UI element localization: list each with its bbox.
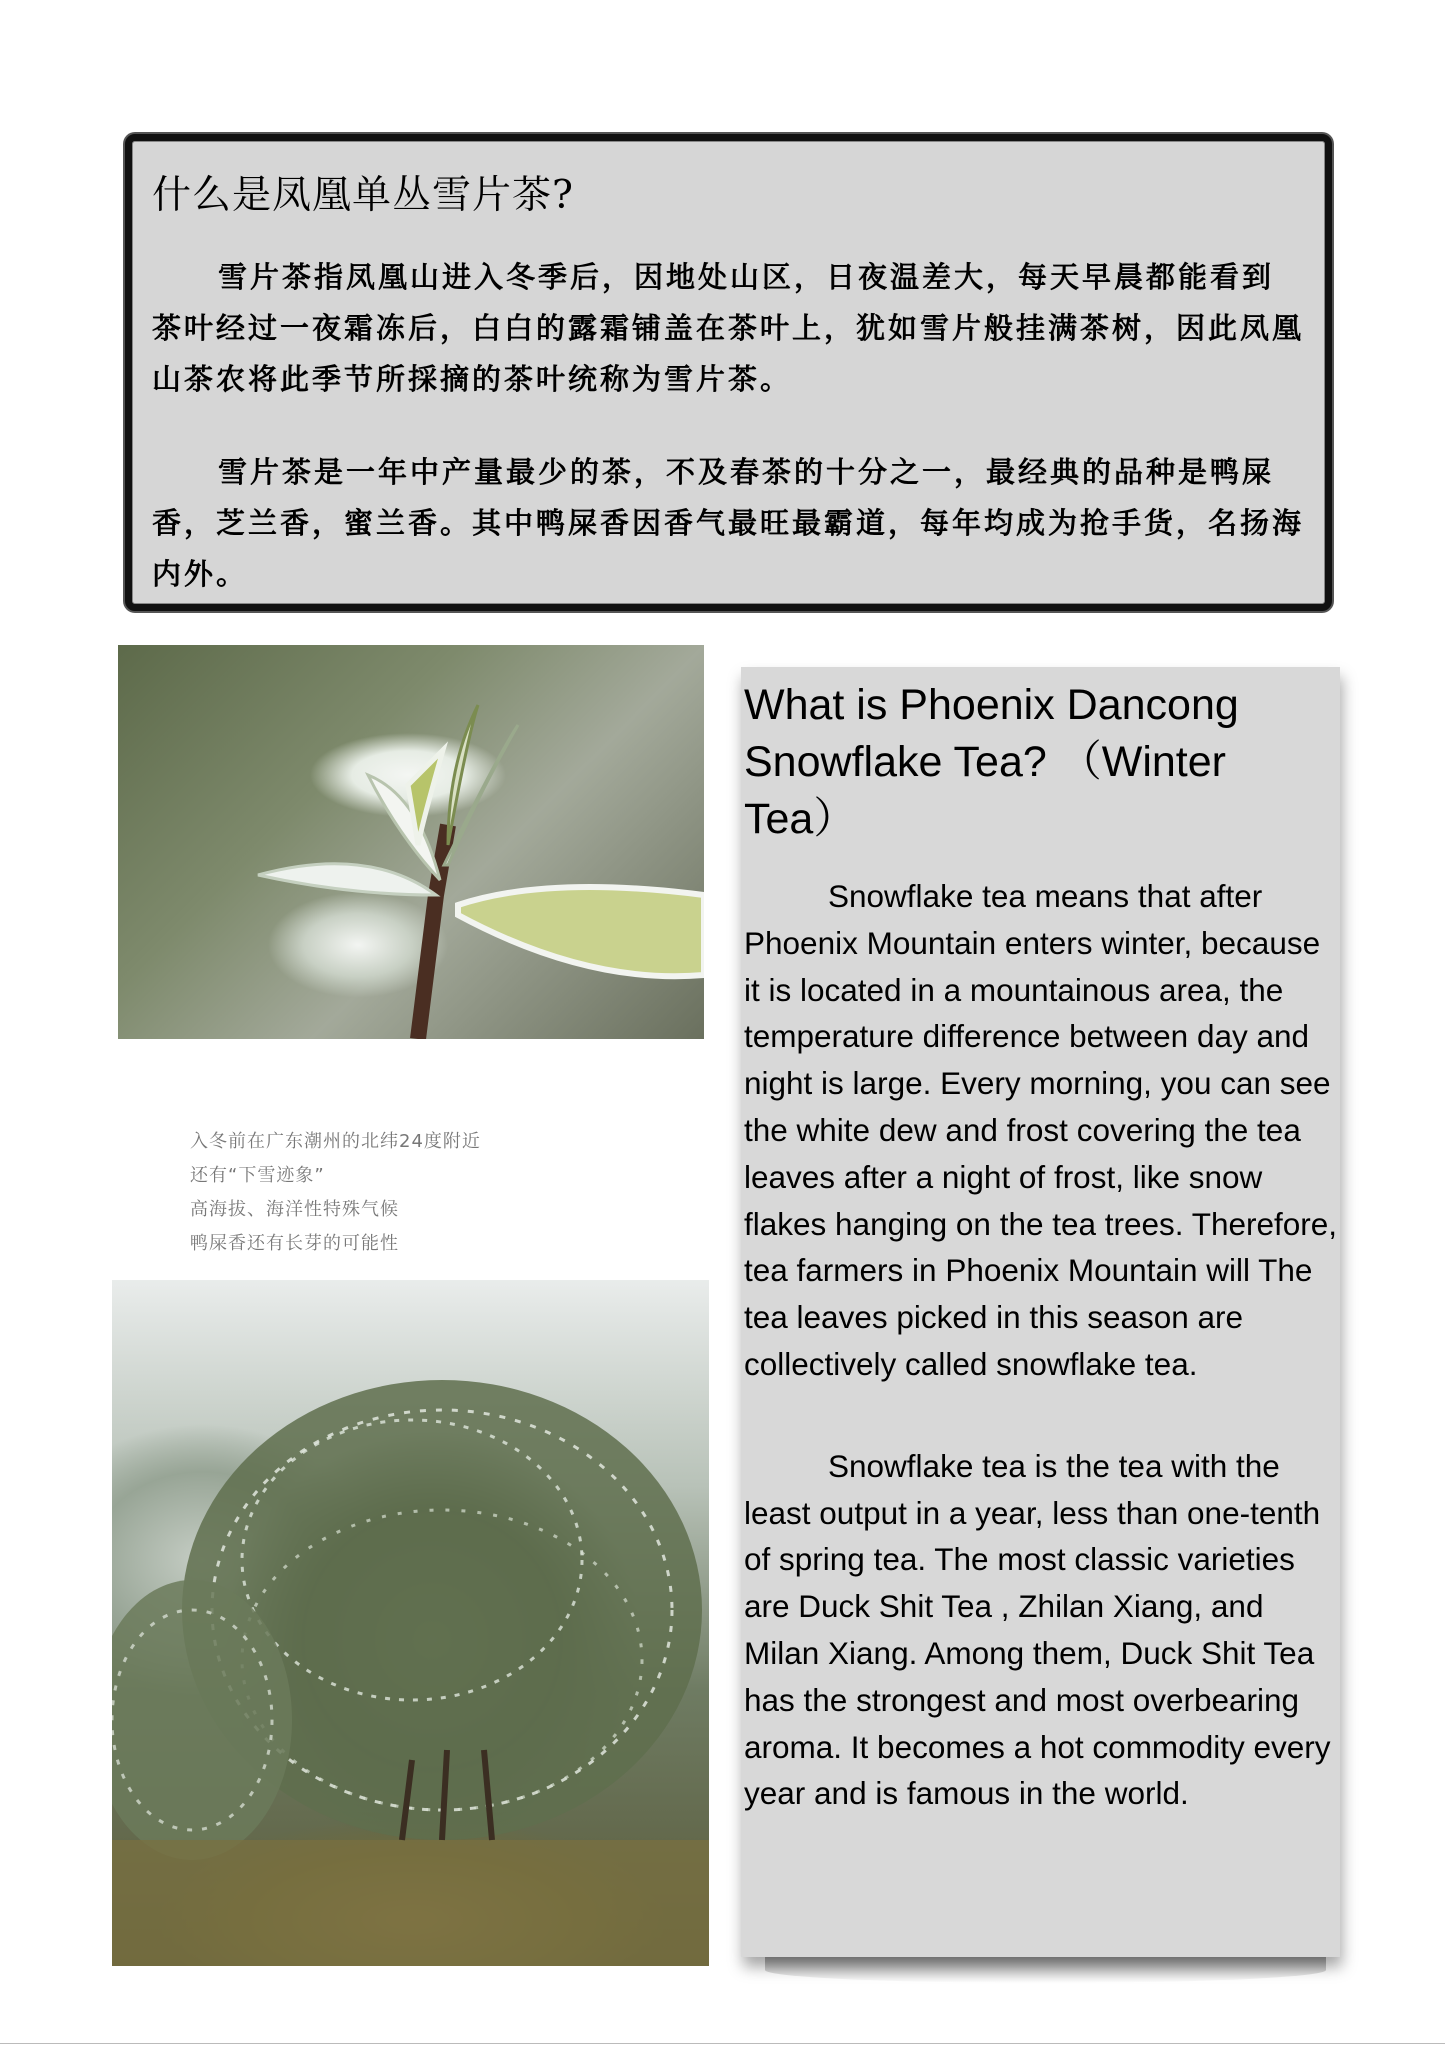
frosted-leaf-illustration	[118, 645, 704, 1039]
page-bottom-divider	[0, 2043, 1445, 2044]
english-title	[744, 677, 1340, 848]
chinese-paragraph-1: 雪片茶指凤凰山进入冬季后，因地处山区，日夜温差大，每天早晨都能看到茶叶经过一夜霜冻后，白白的露霜铺盖在茶叶上，犹如雪片般挂满茶树，因此凤凰山茶农将此季节所採摘的茶叶统称为雪片茶。	[152, 259, 1305, 396]
photo-caption	[190, 1125, 481, 1261]
caption-line-2: 还有“下雪迹象”	[190, 1165, 325, 1186]
caption-line-1: 入冬前在广东潮州的北纬24度附近	[190, 1131, 481, 1152]
english-title-line-3: Tea）	[744, 795, 857, 843]
english-paragraph-2: Snowflake tea is the tea with the least output in a year, less than one-tenth of spring tea. The most classic varieties are Duck Shit Tea , Zhilan Xiang, and Milan Xiang. Among them, Duck Shit Tea has the strongest and most overbearing aroma. It becomes a hot commodity every year and is famous in the world.	[744, 1447, 1331, 1812]
english-title-line-2: Snowflake Tea? （Winter	[744, 738, 1226, 786]
english-title-line-1: What is Phoenix Dancong	[744, 681, 1239, 729]
tea-bush-illustration	[112, 1280, 709, 1966]
english-intro-box	[741, 667, 1340, 1957]
chinese-intro-box	[125, 134, 1332, 611]
frosted-tea-leaf-photo	[118, 645, 704, 1039]
chinese-title: 什么是凤凰单丛雪片茶?	[152, 173, 574, 218]
chinese-paragraph-2: 雪片茶是一年中产量最少的茶，不及春茶的十分之一，最经典的品种是鸭屎香，芝兰香，蜜兰香。其中鸭屎香因香气最旺最霸道，每年均成为抢手货，名扬海内外。	[152, 454, 1305, 591]
frosted-tea-bushes-photo	[112, 1280, 709, 1966]
caption-line-4: 鸭屎香还有长芽的可能性	[190, 1233, 399, 1254]
english-paragraph-1: Snowflake tea means that after Phoenix Mountain enters winter, because it is located in a mountainous area, the temperature difference between day and night is large. Every morning, you can see the white dew and frost covering the tea leaves after a night of frost, like snow flakes hanging on the tea trees. Therefore, tea farmers in Phoenix Mountain will The tea leaves picked in this season are collectively called snowflake tea.	[744, 878, 1338, 1382]
caption-line-3: 高海拔、海洋性特殊气候	[190, 1199, 399, 1220]
